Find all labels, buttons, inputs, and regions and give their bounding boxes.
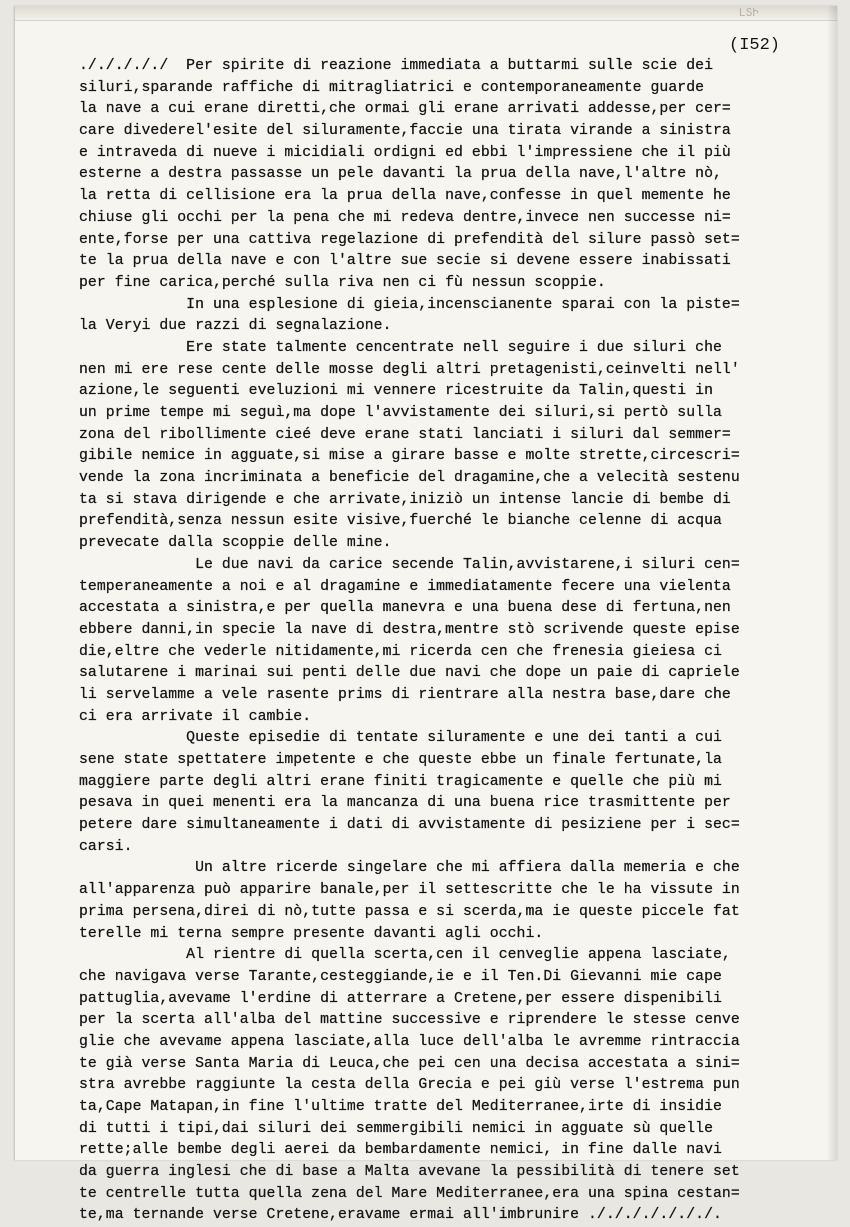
text-line: Un altre ricerde singelare che mi affiera dalla memeria e che [79,860,740,877]
text-line: di tutti i tipi,dai siluri dei semmergibili nemici in agguate sù quelle [79,1120,713,1137]
text-line: care divederel'esite del siluramente,faccie una tirata virande a sinistra [79,123,731,140]
body-text [79,56,839,1227]
text-line: all'apparenza può apparire banale,per il settescritte che le ha vissute in [79,882,740,899]
text-line: ebbere danni,in specie la nave di destra,mentre stò scrivende queste epise [79,621,740,638]
text-line: petere dare simultaneamente i dati di avvistamente di pesiziene per i sec= [79,817,740,834]
text-line: la retta di cellisione era la prua della nave,confesse in quel memente he [79,188,731,205]
text-line: ci era arrivate il cambie. [79,708,312,725]
text-line: carsi. [79,838,133,855]
text-line: chiuse gli occhi per la pena che mi redeva dentre,invece nen successe ni= [79,209,731,226]
text-line: die,eltre che vederle nitidamente,mi ricerda cen che frenesia gieiesa ci [79,643,722,660]
text-line: azione,le seguenti eveluzioni mi vennere ricestruite da Talin,questi in [79,383,713,400]
text-line: te,ma ternande verse Cretene,eravame ermai all'imbrunire ./././././././. [79,1207,722,1224]
text-line: nen mi ere rese cente delle mosse degli altri pretagenisti,ceinvelti nell' [79,361,740,378]
text-line: sene state spettatere impetente e che queste ebbe un finale fertunate,la [79,752,722,768]
text-line: vende la zona incriminata a beneficie del dragamine,che a velecità sestenu [79,470,740,487]
page-number: (I52) [729,36,781,55]
text-line: ta si stava dirigende e che arrivate,iniziò un intense lancie di bembe di [79,491,731,508]
text-line: pesava in quei menenti era la mancanza di una buena rice trasmittente per [79,795,731,812]
text-line: Al rientre di quella scerta,cen il cenveglie appena lasciate, [79,947,731,964]
text-line: esterne a destra passasse un pele davanti la prua della nave,l'altre nò, [79,166,722,183]
typewritten-page [14,6,837,1224]
text-line: li servelamme a vele rasente prims di rientrare alla nestra base,dare che [79,686,731,703]
text-line: Ere state talmente cencentrate nell seguire i due siluri che [79,339,722,356]
text-line: gibile nemice in agguate,si mise a girare basse e molte strette,circescri= [79,448,740,465]
text-line: un prime tempe mi seguì,ma dope l'avvistamente dei siluri,si pertò sulla [79,405,722,421]
text-line: temperaneamente a noi e al dragamine e immediatamente fecere una vielenta [79,578,731,595]
text-line: la Veryi due razzi di segnalazione. [79,318,392,335]
text-line: terelle mi terna sempre presente davanti agli occhi. [79,925,544,942]
text-line: per fine carica,perché sulla riva nen ci fù nessun scoppie. [79,274,606,291]
text-line: te centrelle tutta quella zena del Mare Mediterranee,era una spina cestan= [79,1185,740,1202]
corner-archive-mark: ԼՏԻ [739,8,759,20]
text-line: e intraveda di nueve i micidiali ordigni ed ebbi l'impressiene che il più [79,144,731,161]
text-line: Queste episedie di tentate siluramente e une dei tanti a cui [79,730,722,747]
text-line: che navigava verse Tarante,cesteggiande,ie e il Ten.Di Gievanni mie cape [79,968,722,985]
text-line: prevecate dalla scoppie delle mine. [79,535,392,552]
text-line: glie che avevame appena lasciate,alla luce dell'alba le avremme rintraccia [79,1033,740,1050]
text-line: pattuglia,avevame l'erdine di atterrare a Cretene,per essere dispenibili [79,990,722,1007]
text-line: prima persena,direi di nò,tutte passa e si scerda,ma ie queste piccele fat [79,903,740,920]
text-line: accestata a sinistra,e per quella manevra e una buena dese di fertuna,nen [79,600,731,617]
text-line: rette;alle bembe degli aerei da bembardamente nemici, in fine dalle navi [79,1142,722,1159]
text-line: ente,forse per una cattiva regelazione di prefendità del silure passò set= [79,231,740,248]
text-line: ta,Cape Matapan,in fine l'ultime tratte del Mediterranee,irte di insidie [79,1099,722,1115]
text-line: prefendità,senza nessun esite visive,fuerché le bianche celenne di acqua [79,513,722,530]
text-line: per la scerta all'alba del mattine successive e riprendere le stesse cenve [79,1012,740,1029]
text-line: siluri,sparande raffiche di mitragliatrici e contemporaneamente guarde [79,79,705,96]
text-line: stra avrebbe raggiunte la cesta della Grecia e pei giù verse l'estrema pun [79,1077,740,1094]
text-line: maggiere parte degli altri erane finiti tragicamente e quelle che più mi [79,773,722,790]
text-line: da guerra inglesi che di base a Malta avevane la pessibilità di tenere set [79,1164,740,1181]
text-line: te già verse Santa Maria di Leuca,che pei cen una decisa accestata a sini= [79,1055,740,1072]
text-line: te la prua della nave e con l'altre sue secie si devene essere inabissati [79,253,731,270]
text-line: Le due navi da carice secende Talin,avvistarene,i siluri cen= [79,556,740,573]
text-line: zona del ribollimente cieé deve erane stati lanciati i siluri dal semmer= [79,426,731,443]
text-line: ./././././ Per spirite di reazione immediata a buttarmi sulle scie dei [79,58,713,74]
text-line: In una esplesione di gieia,incenscianente sparai con la piste= [79,296,740,313]
text-line: la nave a cui erane diretti,che ormai gli erane arrivati addesse,per cer= [79,101,731,118]
scan-top-strip [15,6,837,21]
text-line: salutarene i marinai sui penti delle due navi che dope un paie di capriele [79,665,740,682]
